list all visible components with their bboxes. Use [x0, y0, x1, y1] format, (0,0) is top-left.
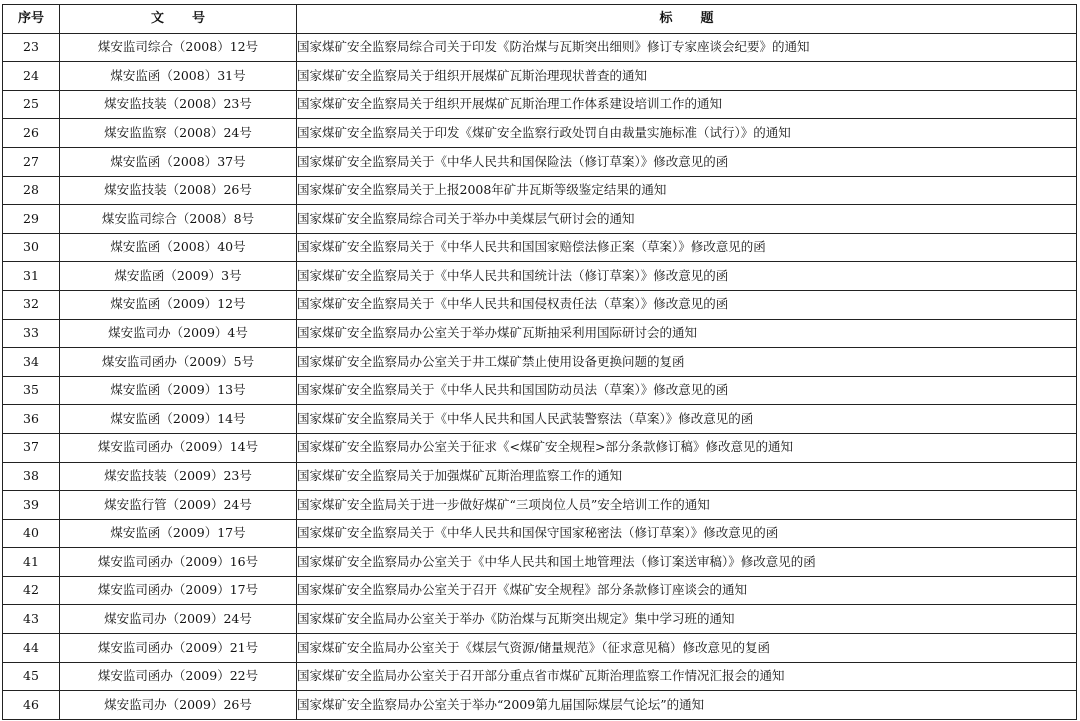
document-number-cell: 煤安监函（2008）31号 [60, 62, 297, 91]
serial-number-cell: 33 [3, 319, 60, 348]
serial-number-cell: 39 [3, 491, 60, 520]
header-title [297, 5, 1077, 34]
table-row [3, 405, 1077, 434]
title-cell: 国家煤矿安全监察局关于加强煤矿瓦斯治理监察工作的通知 [297, 462, 1077, 491]
serial-number-cell: 23 [3, 33, 60, 62]
document-number-cell: 煤安监司综合（2008）12号 [60, 33, 297, 62]
title-cell: 国家煤矿安全监察局综合司关于举办中美煤层气研讨会的通知 [297, 205, 1077, 234]
document-number-cell: 煤安监司办（2009）4号 [60, 319, 297, 348]
table-body [3, 33, 1077, 719]
serial-number-cell: 31 [3, 262, 60, 291]
document-number-cell: 煤安监司综合（2008）8号 [60, 205, 297, 234]
header-document-number [60, 5, 297, 34]
table-row [3, 62, 1077, 91]
table-row [3, 576, 1077, 605]
table-row [3, 348, 1077, 377]
serial-number-cell: 24 [3, 62, 60, 91]
serial-number-cell: 25 [3, 90, 60, 119]
document-number-cell: 煤安监函（2009）13号 [60, 376, 297, 405]
serial-number-cell: 32 [3, 290, 60, 319]
title-cell: 国家煤矿安全监察局关于《中华人民共和国侵权责任法（草案）》修改意见的函 [297, 290, 1077, 319]
serial-number-cell: 41 [3, 548, 60, 577]
serial-number-cell: 38 [3, 462, 60, 491]
title-cell: 国家煤矿安全监察局办公室关于井工煤矿禁止使用设备更换问题的复函 [297, 348, 1077, 377]
header-document-number-label: 文 号 [151, 11, 217, 27]
document-number-cell: 煤安监司函办（2009）14号 [60, 433, 297, 462]
table-row [3, 691, 1077, 720]
table-row [3, 319, 1077, 348]
title-cell: 国家煤矿安全监察局关于《中华人民共和国保守国家秘密法（修订草案）》修改意见的函 [297, 519, 1077, 548]
table-row [3, 119, 1077, 148]
table-row [3, 90, 1077, 119]
table-row [3, 605, 1077, 634]
serial-number-cell: 46 [3, 691, 60, 720]
table-row [3, 376, 1077, 405]
serial-number-cell: 37 [3, 433, 60, 462]
table-row [3, 548, 1077, 577]
title-cell: 国家煤矿安全监局关于进一步做好煤矿“三项岗位人员”安全培训工作的通知 [297, 491, 1077, 520]
serial-number-cell: 34 [3, 348, 60, 377]
table-row [3, 634, 1077, 663]
table-header [3, 5, 1077, 34]
document-number-cell: 煤安监行管（2009）24号 [60, 491, 297, 520]
table-row [3, 176, 1077, 205]
document-number-cell: 煤安监司函办（2009）16号 [60, 548, 297, 577]
title-cell: 国家煤矿安全监局办公室关于《煤层气资源/储量规范》（征求意见稿）修改意见的复函 [297, 634, 1077, 663]
serial-number-cell: 35 [3, 376, 60, 405]
serial-number-cell: 36 [3, 405, 60, 434]
document-number-cell: 煤安监函（2009）3号 [60, 262, 297, 291]
document-number-cell: 煤安监司函办（2009）17号 [60, 576, 297, 605]
document-number-cell: 煤安监司函办（2009）21号 [60, 634, 297, 663]
document-number-cell: 煤安监技装（2008）26号 [60, 176, 297, 205]
table-row [3, 433, 1077, 462]
document-list-table [2, 4, 1077, 720]
serial-number-cell: 43 [3, 605, 60, 634]
serial-number-cell: 30 [3, 233, 60, 262]
table-row [3, 262, 1077, 291]
document-number-cell: 煤安监司办（2009）26号 [60, 691, 297, 720]
serial-number-cell: 45 [3, 662, 60, 691]
document-number-cell: 煤安监司办（2009）24号 [60, 605, 297, 634]
serial-number-cell: 29 [3, 205, 60, 234]
table-row [3, 491, 1077, 520]
document-number-cell: 煤安监技装（2009）23号 [60, 462, 297, 491]
document-number-cell: 煤安监司函办（2009）22号 [60, 662, 297, 691]
table-row [3, 33, 1077, 62]
serial-number-cell: 28 [3, 176, 60, 205]
header-row [3, 5, 1077, 34]
title-cell: 国家煤矿安全监察局关于组织开展煤矿瓦斯治理现状普查的通知 [297, 62, 1077, 91]
table-row [3, 519, 1077, 548]
header-title-label: 标 题 [659, 11, 726, 27]
serial-number-cell: 44 [3, 634, 60, 663]
document-number-cell: 煤安监司函办（2009）5号 [60, 348, 297, 377]
header-serial-number: 序号 [3, 5, 60, 34]
serial-number-cell: 40 [3, 519, 60, 548]
title-cell: 国家煤矿安全监局办公室关于举办《防治煤与瓦斯突出规定》集中学习班的通知 [297, 605, 1077, 634]
serial-number-cell: 27 [3, 147, 60, 176]
title-cell: 国家煤矿安全监察局关于《中华人民共和国人民武装警察法（草案）》修改意见的函 [297, 405, 1077, 434]
title-cell: 国家煤矿安全监察局关于组织开展煤矿瓦斯治理工作体系建设培训工作的通知 [297, 90, 1077, 119]
title-cell: 国家煤矿安全监察局关于印发《煤矿安全监察行政处罚自由裁量实施标准（试行）》的通知 [297, 119, 1077, 148]
document-number-cell: 煤安监函（2008）40号 [60, 233, 297, 262]
title-cell: 国家煤矿安全监局办公室关于召开部分重点省市煤矿瓦斯治理监察工作情况汇报会的通知 [297, 662, 1077, 691]
serial-number-cell: 42 [3, 576, 60, 605]
title-cell: 国家煤矿安全监察局关于上报2008年矿井瓦斯等级鉴定结果的通知 [297, 176, 1077, 205]
document-number-cell: 煤安监技装（2008）23号 [60, 90, 297, 119]
title-cell: 国家煤矿安全监察局办公室关于《中华人民共和国土地管理法（修订案送审稿）》修改意见的函 [297, 548, 1077, 577]
title-cell: 国家煤矿安全监察局办公室关于召开《煤矿安全规程》部分条款修订座谈会的通知 [297, 576, 1077, 605]
title-cell: 国家煤矿安全监察局关于《中华人民共和国国家赔偿法修正案（草案）》修改意见的函 [297, 233, 1077, 262]
table-row [3, 233, 1077, 262]
serial-number-cell: 26 [3, 119, 60, 148]
table-row [3, 462, 1077, 491]
title-cell: 国家煤矿安全监察局关于《中华人民共和国统计法（修订草案）》修改意见的函 [297, 262, 1077, 291]
document-number-cell: 煤安监监察（2008）24号 [60, 119, 297, 148]
document-number-cell: 煤安监函（2009）14号 [60, 405, 297, 434]
title-cell: 国家煤矿安全监察局办公室关于举办煤矿瓦斯抽采利用国际研讨会的通知 [297, 319, 1077, 348]
table-row [3, 290, 1077, 319]
document-number-cell: 煤安监函（2009）12号 [60, 290, 297, 319]
title-cell: 国家煤矿安全监察局综合司关于印发《防治煤与瓦斯突出细则》修订专家座谈会纪要》的通知 [297, 33, 1077, 62]
title-cell: 国家煤矿安全监察局关于《中华人民共和国保险法（修订草案）》修改意见的函 [297, 147, 1077, 176]
table-row [3, 205, 1077, 234]
document-number-cell: 煤安监函（2009）17号 [60, 519, 297, 548]
title-cell: 国家煤矿安全监察局办公室关于举办“2009第九届国际煤层气论坛”的通知 [297, 691, 1077, 720]
document-number-cell: 煤安监函（2008）37号 [60, 147, 297, 176]
title-cell: 国家煤矿安全监察局关于《中华人民共和国国防动员法（草案）》修改意见的函 [297, 376, 1077, 405]
title-cell: 国家煤矿安全监察局办公室关于征求《<煤矿安全规程>部分条款修订稿》修改意见的通知 [297, 433, 1077, 462]
table-row [3, 662, 1077, 691]
table-row [3, 147, 1077, 176]
